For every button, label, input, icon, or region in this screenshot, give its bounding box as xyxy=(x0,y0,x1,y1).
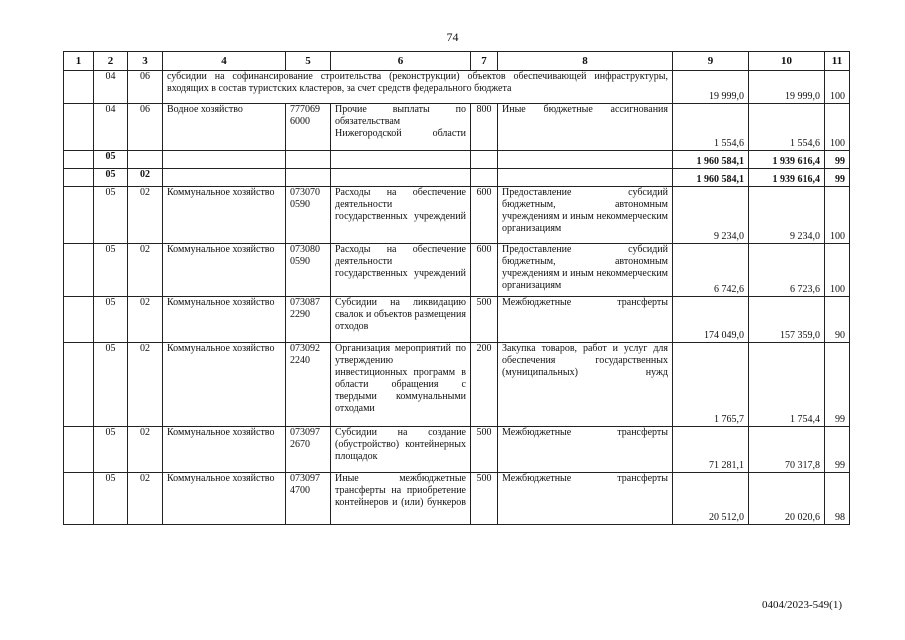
cell-c11: 100 xyxy=(825,187,850,244)
cell-c4: Коммунальное хозяйство xyxy=(163,297,286,343)
cell-c5: 073080 0590 xyxy=(286,244,331,297)
table-row xyxy=(64,244,850,297)
cell-c3: 06 xyxy=(128,71,163,104)
document-code: 0404/2023-549(1) xyxy=(761,599,842,611)
cell-c11: 100 xyxy=(825,104,850,151)
cell-c10: 19 999,0 xyxy=(749,71,825,104)
cell-c11: 99 xyxy=(825,169,850,187)
header-cell: 2 xyxy=(94,52,128,71)
table-row xyxy=(64,104,850,151)
table-row xyxy=(64,151,850,169)
table-row xyxy=(64,297,850,343)
cell-c7: 600 xyxy=(471,244,498,297)
cell-c2: 04 xyxy=(94,104,128,151)
cell-c2: 05 xyxy=(94,151,128,169)
cell-c1 xyxy=(64,104,94,151)
cell-c6 xyxy=(331,169,471,187)
table-row xyxy=(64,427,850,473)
cell-c10: 70 317,8 xyxy=(749,427,825,473)
header-cell: 5 xyxy=(286,52,331,71)
cell-c10: 157 359,0 xyxy=(749,297,825,343)
cell-c1 xyxy=(64,343,94,427)
cell-c9: 1 765,7 xyxy=(673,343,749,427)
cell-c9: 1 960 584,1 xyxy=(673,151,749,169)
table-row xyxy=(64,169,850,187)
cell-c6: Расходы на обеспечение деятельности государственных учреждений xyxy=(331,244,471,297)
cell-c9: 6 742,6 xyxy=(673,244,749,297)
cell-c2: 05 xyxy=(94,473,128,525)
cell-c2: 05 xyxy=(94,297,128,343)
cell-c11: 90 xyxy=(825,297,850,343)
cell-c6: Расходы на обеспечение деятельности государственных учреждений xyxy=(331,187,471,244)
cell-c9: 71 281,1 xyxy=(673,427,749,473)
cell-c10: 1 554,6 xyxy=(749,104,825,151)
cell-c6: Прочие выплаты по обязательствам Нижегородской области xyxy=(331,104,471,151)
cell-c8: Межбюджетные трансферты xyxy=(498,297,673,343)
cell-c5: 073070 0590 xyxy=(286,187,331,244)
cell-c4: Коммунальное хозяйство xyxy=(163,244,286,297)
cell-c8: Предоставление субсидий бюджетным, автономным учреждениям и иным некоммерческим организациям xyxy=(498,244,673,297)
cell-c7: 500 xyxy=(471,427,498,473)
cell-c3: 02 xyxy=(128,187,163,244)
cell-c7 xyxy=(471,169,498,187)
table-row xyxy=(64,343,850,427)
cell-c8: Межбюджетные трансферты xyxy=(498,427,673,473)
cell-c2: 05 xyxy=(94,343,128,427)
cell-c3: 02 xyxy=(128,427,163,473)
cell-c1 xyxy=(64,71,94,104)
cell-c9: 1 554,6 xyxy=(673,104,749,151)
header-cell: 6 xyxy=(331,52,471,71)
cell-c6: Организация мероприятий по утверждению инвестиционных программ в области обращения с твердыми коммунальными отходами xyxy=(331,343,471,427)
cell-c11: 100 xyxy=(825,244,850,297)
table-header-row xyxy=(64,52,850,71)
cell-c1 xyxy=(64,473,94,525)
header-cell: 11 xyxy=(825,52,850,71)
cell-c2: 04 xyxy=(94,71,128,104)
cell-c11: 99 xyxy=(825,343,850,427)
cell-c7: 500 xyxy=(471,297,498,343)
cell-c4 xyxy=(163,169,286,187)
header-cell: 1 xyxy=(64,52,94,71)
cell-c1 xyxy=(64,297,94,343)
cell-c10: 9 234,0 xyxy=(749,187,825,244)
cell-c7: 600 xyxy=(471,187,498,244)
cell-c7: 500 xyxy=(471,473,498,525)
cell-c3: 02 xyxy=(128,473,163,525)
cell-c3: 02 xyxy=(128,169,163,187)
cell-c3: 06 xyxy=(128,104,163,151)
cell-c2: 05 xyxy=(94,244,128,297)
cell-c4: Водное хозяйство xyxy=(163,104,286,151)
cell-c3 xyxy=(128,151,163,169)
cell-c6 xyxy=(331,151,471,169)
cell-c1 xyxy=(64,151,94,169)
cell-c10: 6 723,6 xyxy=(749,244,825,297)
header-cell: 8 xyxy=(498,52,673,71)
cell-c9: 9 234,0 xyxy=(673,187,749,244)
cell-c8 xyxy=(498,169,673,187)
cell-c4: Коммунальное хозяйство xyxy=(163,427,286,473)
cell-c10: 1 939 616,4 xyxy=(749,169,825,187)
cell-c6: Субсидии на ликвидацию свалок и объектов размещения отходов xyxy=(331,297,471,343)
cell-c5: 073092 2240 xyxy=(286,343,331,427)
table-row xyxy=(64,473,850,525)
cell-c1 xyxy=(64,427,94,473)
cell-c4 xyxy=(163,151,286,169)
header-cell: 3 xyxy=(128,52,163,71)
header-cell: 9 xyxy=(673,52,749,71)
cell-c5: 073087 2290 xyxy=(286,297,331,343)
cell-c4: Коммунальное хозяйство xyxy=(163,187,286,244)
cell-c2: 05 xyxy=(94,169,128,187)
header-cell: 4 xyxy=(163,52,286,71)
header-cell: 10 xyxy=(749,52,825,71)
cell-c9: 174 049,0 xyxy=(673,297,749,343)
cell-c9: 19 999,0 xyxy=(673,71,749,104)
cell-c4: субсидии на софинансирование строительства (реконструкции) объектов обеспечивающей инфраструктуры, входящих в состав туристских кластеров, за счет средств федерального бюджета xyxy=(163,71,673,104)
cell-c7 xyxy=(471,151,498,169)
cell-c4: Коммунальное хозяйство xyxy=(163,343,286,427)
cell-c5 xyxy=(286,151,331,169)
page-number: 74 xyxy=(446,30,459,44)
cell-c10: 1 754,4 xyxy=(749,343,825,427)
cell-c5: 777069 6000 xyxy=(286,104,331,151)
cell-c9: 20 512,0 xyxy=(673,473,749,525)
cell-c3: 02 xyxy=(128,297,163,343)
cell-c8: Иные бюджетные ассигнования xyxy=(498,104,673,151)
cell-c9: 1 960 584,1 xyxy=(673,169,749,187)
cell-c8: Предоставление субсидий бюджетным, автономным учреждениям и иным некоммерческим организациям xyxy=(498,187,673,244)
cell-c5: 073097 2670 xyxy=(286,427,331,473)
cell-c11: 99 xyxy=(825,427,850,473)
cell-c1 xyxy=(64,244,94,297)
cell-c3: 02 xyxy=(128,343,163,427)
cell-c8: Межбюджетные трансферты xyxy=(498,473,673,525)
cell-c3: 02 xyxy=(128,244,163,297)
cell-c2: 05 xyxy=(94,187,128,244)
table-row xyxy=(64,71,850,104)
header-cell: 7 xyxy=(471,52,498,71)
cell-c2: 05 xyxy=(94,427,128,473)
cell-c5 xyxy=(286,169,331,187)
cell-c11: 98 xyxy=(825,473,850,525)
cell-c10: 20 020,6 xyxy=(749,473,825,525)
cell-c11: 100 xyxy=(825,71,850,104)
cell-c8: Закупка товаров, работ и услуг для обеспечения государственных (муниципальных) нужд xyxy=(498,343,673,427)
cell-c7: 800 xyxy=(471,104,498,151)
budget-table xyxy=(63,51,850,525)
cell-c1 xyxy=(64,169,94,187)
cell-c1 xyxy=(64,187,94,244)
cell-c6: Субсидии на создание (обустройство) контейнерных площадок xyxy=(331,427,471,473)
cell-c4: Коммунальное хозяйство xyxy=(163,473,286,525)
cell-c7: 200 xyxy=(471,343,498,427)
cell-c11: 99 xyxy=(825,151,850,169)
cell-c5: 073097 4700 xyxy=(286,473,331,525)
cell-c6: Иные межбюджетные трансферты на приобретение контейнеров и (или) бункеров xyxy=(331,473,471,525)
cell-c10: 1 939 616,4 xyxy=(749,151,825,169)
cell-c8 xyxy=(498,151,673,169)
table-row xyxy=(64,187,850,244)
